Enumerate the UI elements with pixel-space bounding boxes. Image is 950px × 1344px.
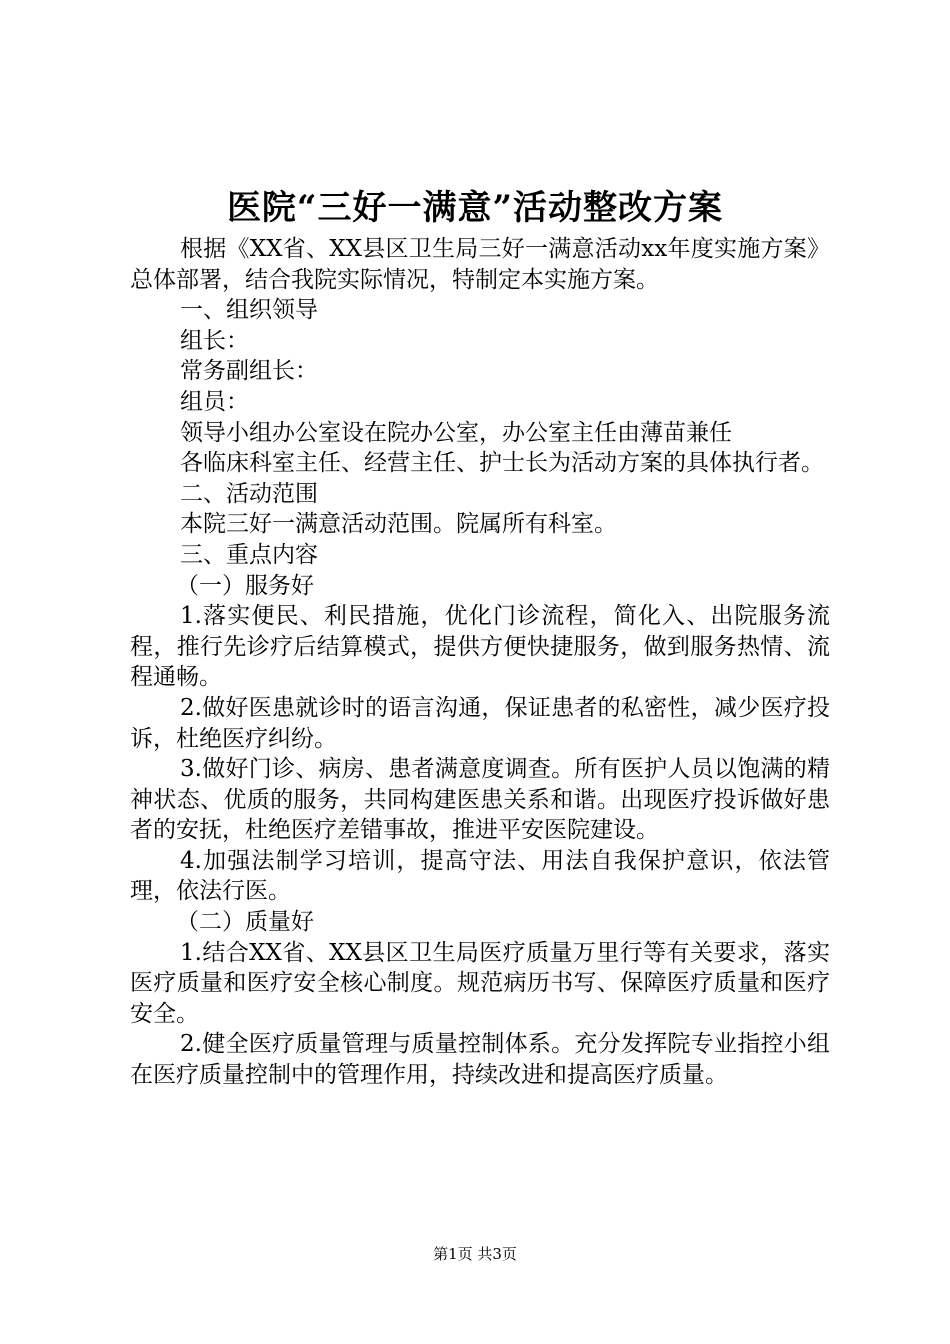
document-body [130,234,830,1091]
paragraph-leader: 组长： [180,327,249,354]
paragraph-quality-2: 2.健全医疗质量管理与质量控制体系。充分发挥院专业指控小组在医疗质量控制中的管理作用，持续改进和提高医疗质量。 [130,1031,830,1089]
section-heading-scope: 二、活动范围 [180,480,318,507]
paragraph-service-3: 3.做好门诊、病房、患者满意度调查。所有医护人员以饱满的精神状态、优质的服务，共同构建医患关系和谐。出现医疗投诉做好患者的安抚，杜绝医疗差错事故，推进平安医院建设。 [130,756,830,844]
paragraph-executors: 各临床科室主任、经营主任、护士长为活动方案的具体执行者。 [180,450,824,477]
subsection-heading-quality: （二）质量好 [176,909,314,936]
paragraph-scope: 本院三好一满意活动范围。院属所有科室。 [180,511,617,538]
paragraph-quality-1: 1.结合XX省、XX县区卫生局医疗质量万里行等有关要求，落实医疗质量和医疗安全核心制度。规范病历书写、保障医疗质量和医疗安全。 [130,939,830,1027]
paragraph-intro: 根据《XX省、XX县区卫生局三好一满意活动xx年度实施方案》总体部署，结合我院实际情况，特制定本实施方案。 [130,236,830,293]
paragraph-service-2: 2.做好医患就诊时的语言沟通，保证患者的私密性，减少医疗投诉，杜绝医疗纠纷。 [130,694,830,752]
paragraph-office: 领导小组办公室设在院办公室，办公室主任由薄苗兼任 [180,419,732,446]
paragraph-service-1: 1.落实便民、利民措施，优化门诊流程，简化入、出院服务流程，推行先诊疗后结算模式，提供方便快捷服务，做到服务热情、流程通畅。 [130,603,830,691]
paragraph-service-4: 4.加强法制学习培训，提高守法、用法自我保护意识，依法管理，依法行医。 [130,847,830,905]
section-heading-organization: 一、组织领导 [180,297,318,324]
section-heading-key-content: 三、重点内容 [180,541,318,568]
subsection-heading-service: （一）服务好 [176,572,314,599]
paragraph-members: 组员： [180,388,249,415]
document-title: 医院“三好一满意”活动整改方案 [226,188,724,228]
page-footer: 第1页 共3页 [433,1245,517,1263]
paragraph-deputy-leader: 常务副组长： [180,358,318,385]
